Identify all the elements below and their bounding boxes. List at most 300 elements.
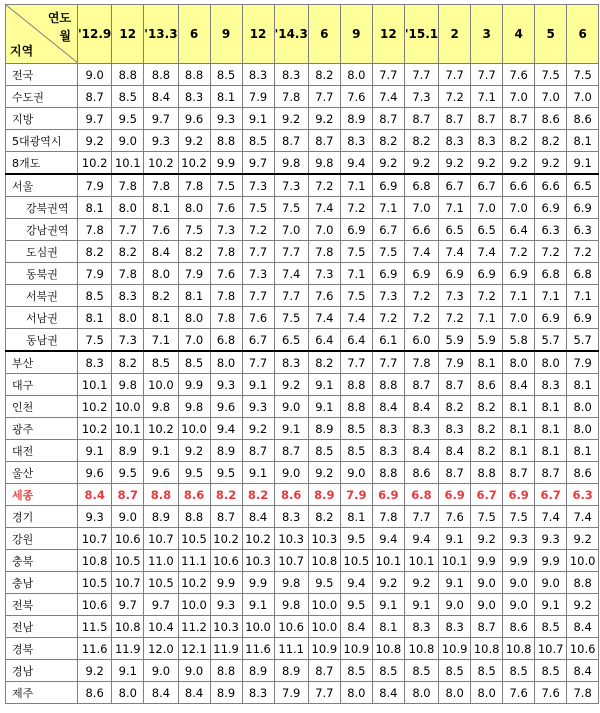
value-cell: 8.5 (112, 86, 144, 108)
value-cell: 7.5 (340, 285, 372, 307)
value-cell: 8.2 (210, 484, 242, 506)
value-cell: 8.6 (535, 108, 567, 130)
value-cell: 9.8 (112, 374, 144, 396)
value-cell: 9.1 (535, 594, 567, 616)
value-cell: 7.9 (274, 682, 308, 704)
value-cell: 8.6 (178, 484, 210, 506)
value-cell: 7.0 (471, 197, 503, 219)
value-cell: 8.7 (503, 108, 535, 130)
value-cell: 7.6 (439, 506, 471, 528)
value-cell: 8.3 (439, 616, 471, 638)
value-cell: 8.4 (372, 682, 404, 704)
value-cell: 7.1 (471, 307, 503, 329)
value-cell: 9.1 (372, 594, 404, 616)
value-cell: 7.5 (567, 64, 599, 86)
value-cell: 8.4 (567, 660, 599, 682)
value-cell: 8.5 (308, 440, 340, 462)
corner-month-label: 월 (59, 29, 71, 43)
value-cell: 7.0 (567, 86, 599, 108)
table-row (6, 638, 599, 660)
value-cell: 8.1 (78, 197, 112, 219)
value-cell: 8.7 (439, 462, 471, 484)
value-cell: 8.2 (178, 241, 210, 263)
value-cell: 10.0 (112, 396, 144, 418)
value-cell: 10.2 (144, 152, 178, 175)
value-cell: 8.1 (503, 396, 535, 418)
value-cell: 10.2 (78, 396, 112, 418)
value-cell: 7.5 (372, 241, 404, 263)
value-cell: 10.2 (144, 418, 178, 440)
column-header: 12 (112, 5, 144, 64)
value-cell: 9.3 (242, 396, 274, 418)
value-cell: 8.0 (567, 396, 599, 418)
value-cell: 5.9 (471, 329, 503, 352)
value-cell: 11.9 (210, 638, 242, 660)
value-cell: 6.7 (471, 484, 503, 506)
value-cell: 7.7 (274, 241, 308, 263)
value-cell: 9.3 (210, 374, 242, 396)
value-cell: 8.0 (112, 307, 144, 329)
value-cell: 10.1 (112, 152, 144, 175)
value-cell: 10.5 (78, 572, 112, 594)
value-cell: 10.2 (242, 528, 274, 550)
value-cell: 7.7 (439, 64, 471, 86)
value-cell: 8.2 (144, 285, 178, 307)
value-cell: 7.0 (503, 197, 535, 219)
value-cell: 8.5 (78, 285, 112, 307)
value-cell: 8.8 (144, 484, 178, 506)
value-cell: 9.1 (439, 528, 471, 550)
value-cell: 10.0 (308, 594, 340, 616)
value-cell: 6.7 (471, 174, 503, 197)
value-cell: 10.0 (567, 550, 599, 572)
table-row (6, 396, 599, 418)
value-cell: 8.2 (308, 506, 340, 528)
value-cell: 8.2 (242, 484, 274, 506)
value-cell: 7.1 (503, 285, 535, 307)
value-cell: 6.4 (340, 329, 372, 352)
value-cell: 11.9 (112, 638, 144, 660)
value-cell: 10.1 (78, 374, 112, 396)
value-cell: 8.9 (340, 108, 372, 130)
value-cell: 7.8 (112, 174, 144, 197)
region-label: 서남권 (6, 307, 78, 329)
value-cell: 6.9 (439, 263, 471, 285)
value-cell: 7.2 (439, 307, 471, 329)
value-cell: 10.0 (308, 616, 340, 638)
value-cell: 9.3 (503, 528, 535, 550)
value-cell: 8.3 (439, 418, 471, 440)
region-label: 동남권 (6, 329, 78, 352)
value-cell: 9.2 (471, 152, 503, 175)
column-header: 3 (471, 5, 503, 64)
column-header: '13.3 (144, 5, 178, 64)
value-cell: 8.6 (78, 682, 112, 704)
value-cell: 8.4 (78, 484, 112, 506)
value-cell: 7.5 (210, 174, 242, 197)
value-cell: 10.5 (112, 550, 144, 572)
value-cell: 9.5 (340, 594, 372, 616)
value-cell: 10.4 (144, 616, 178, 638)
value-cell: 9.7 (144, 594, 178, 616)
value-cell: 8.0 (144, 263, 178, 285)
value-cell: 9.2 (567, 594, 599, 616)
value-cell: 10.6 (78, 594, 112, 616)
value-cell: 9.3 (210, 594, 242, 616)
value-cell: 7.2 (372, 307, 404, 329)
value-cell: 8.0 (112, 682, 144, 704)
value-cell: 8.7 (274, 440, 308, 462)
value-cell: 7.2 (535, 241, 567, 263)
value-cell: 6.6 (503, 174, 535, 197)
table-row (6, 86, 599, 108)
value-cell: 8.0 (503, 351, 535, 374)
column-header: 6 (567, 5, 599, 64)
region-label: 강원 (6, 528, 78, 550)
value-cell: 7.4 (308, 197, 340, 219)
value-cell: 7.3 (242, 263, 274, 285)
value-cell: 8.1 (503, 418, 535, 440)
value-cell: 7.3 (439, 285, 471, 307)
value-cell: 8.7 (439, 108, 471, 130)
value-cell: 6.9 (535, 307, 567, 329)
value-cell: 9.2 (308, 108, 340, 130)
table-row (6, 506, 599, 528)
value-cell: 10.2 (78, 152, 112, 175)
corner-region-label: 지역 (10, 44, 34, 58)
value-cell: 6.5 (274, 329, 308, 352)
value-cell: 10.9 (340, 638, 372, 660)
value-cell: 6.9 (503, 263, 535, 285)
value-cell: 9.7 (242, 152, 274, 175)
value-cell: 9.3 (144, 130, 178, 152)
value-cell: 8.0 (178, 307, 210, 329)
value-cell: 7.6 (144, 219, 178, 241)
value-cell: 5.7 (567, 329, 599, 352)
value-cell: 8.6 (471, 374, 503, 396)
value-cell: 8.4 (567, 616, 599, 638)
value-cell: 8.9 (308, 418, 340, 440)
region-label: 대구 (6, 374, 78, 396)
value-cell: 7.0 (274, 219, 308, 241)
value-cell: 7.9 (340, 484, 372, 506)
value-cell: 9.5 (210, 462, 242, 484)
column-header: 12 (242, 5, 274, 64)
table-row (6, 152, 599, 175)
value-cell: 8.0 (439, 682, 471, 704)
value-cell: 9.2 (308, 462, 340, 484)
value-cell: 9.7 (144, 108, 178, 130)
value-cell: 10.7 (144, 528, 178, 550)
region-label: 5대광역시 (6, 130, 78, 152)
region-label: 대전 (6, 440, 78, 462)
value-cell: 7.4 (308, 307, 340, 329)
value-cell: 10.7 (274, 550, 308, 572)
value-cell: 9.2 (78, 130, 112, 152)
value-cell: 12.1 (178, 638, 210, 660)
value-cell: 8.3 (274, 351, 308, 374)
value-cell: 10.0 (178, 418, 210, 440)
value-cell: 9.2 (471, 528, 503, 550)
value-cell: 9.0 (144, 660, 178, 682)
value-cell: 7.1 (340, 263, 372, 285)
value-cell: 8.7 (78, 86, 112, 108)
value-cell: 9.9 (210, 572, 242, 594)
corner-header-cell (6, 5, 78, 64)
region-label: 부산 (6, 351, 78, 374)
value-cell: 10.2 (78, 418, 112, 440)
value-cell: 8.3 (274, 64, 308, 86)
value-cell: 7.5 (274, 197, 308, 219)
value-cell: 8.0 (340, 64, 372, 86)
value-cell: 8.0 (404, 682, 438, 704)
value-cell: 8.1 (567, 440, 599, 462)
value-cell: 9.7 (112, 594, 144, 616)
table-row (6, 263, 599, 285)
value-cell: 8.4 (404, 440, 438, 462)
value-cell: 9.4 (404, 528, 438, 550)
value-cell: 8.8 (112, 64, 144, 86)
value-cell: 7.7 (340, 351, 372, 374)
value-cell: 8.9 (242, 660, 274, 682)
column-header: 9 (210, 5, 242, 64)
value-cell: 9.6 (178, 108, 210, 130)
value-cell: 7.5 (78, 329, 112, 352)
table-row (6, 682, 599, 704)
value-cell: 10.3 (210, 616, 242, 638)
value-cell: 7.4 (535, 506, 567, 528)
value-cell: 8.5 (340, 418, 372, 440)
value-cell: 11.6 (78, 638, 112, 660)
value-cell: 7.6 (210, 263, 242, 285)
value-cell: 7.7 (112, 219, 144, 241)
value-cell: 9.1 (242, 108, 274, 130)
table-row (6, 418, 599, 440)
value-cell: 7.4 (372, 86, 404, 108)
value-cell: 11.0 (144, 550, 178, 572)
value-cell: 11.5 (78, 616, 112, 638)
region-label: 충남 (6, 572, 78, 594)
value-cell: 11.2 (178, 616, 210, 638)
value-cell: 8.3 (471, 130, 503, 152)
value-cell: 10.8 (78, 550, 112, 572)
value-cell: 9.9 (178, 374, 210, 396)
value-cell: 6.4 (503, 219, 535, 241)
value-cell: 9.1 (242, 594, 274, 616)
region-label: 제주 (6, 682, 78, 704)
value-cell: 8.2 (535, 130, 567, 152)
value-cell: 8.6 (567, 108, 599, 130)
value-cell: 8.8 (567, 572, 599, 594)
table-row (6, 108, 599, 130)
value-cell: 8.5 (404, 660, 438, 682)
value-cell: 9.0 (112, 130, 144, 152)
table-row (6, 219, 599, 241)
value-cell: 8.5 (340, 660, 372, 682)
value-cell: 9.4 (372, 528, 404, 550)
value-cell: 7.8 (404, 351, 438, 374)
value-cell: 8.2 (372, 130, 404, 152)
value-cell: 9.0 (471, 594, 503, 616)
value-cell: 10.1 (404, 550, 438, 572)
value-cell: 10.6 (210, 550, 242, 572)
value-cell: 9.0 (274, 396, 308, 418)
value-cell: 9.8 (274, 594, 308, 616)
value-cell: 6.6 (535, 174, 567, 197)
region-label: 경남 (6, 660, 78, 682)
value-cell: 8.3 (372, 440, 404, 462)
value-cell: 7.1 (340, 174, 372, 197)
value-cell: 6.1 (372, 329, 404, 352)
value-cell: 8.2 (308, 64, 340, 86)
value-cell: 7.8 (78, 219, 112, 241)
value-cell: 6.6 (404, 219, 438, 241)
value-cell: 9.5 (308, 572, 340, 594)
value-cell: 8.4 (242, 506, 274, 528)
region-label: 인천 (6, 396, 78, 418)
value-cell: 8.7 (503, 462, 535, 484)
value-cell: 8.2 (308, 351, 340, 374)
value-cell: 8.7 (439, 374, 471, 396)
value-cell: 9.1 (308, 396, 340, 418)
table-row (6, 329, 599, 352)
region-label: 동북권 (6, 263, 78, 285)
value-cell: 8.6 (503, 616, 535, 638)
value-cell: 8.8 (340, 396, 372, 418)
value-cell: 9.1 (567, 152, 599, 175)
value-cell: 8.8 (210, 660, 242, 682)
region-label: 8개도 (6, 152, 78, 175)
value-cell: 7.6 (503, 64, 535, 86)
value-cell: 10.0 (178, 594, 210, 616)
value-cell: 8.5 (439, 660, 471, 682)
value-cell: 7.7 (308, 86, 340, 108)
value-cell: 9.2 (503, 152, 535, 175)
value-cell: 8.7 (308, 660, 340, 682)
table-row (6, 307, 599, 329)
value-cell: 7.3 (274, 174, 308, 197)
value-cell: 7.2 (404, 285, 438, 307)
value-cell: 8.3 (340, 130, 372, 152)
value-cell: 10.7 (535, 638, 567, 660)
value-cell: 7.6 (308, 285, 340, 307)
value-cell: 8.7 (471, 616, 503, 638)
value-cell: 6.9 (535, 197, 567, 219)
value-cell: 7.1 (144, 329, 178, 352)
value-cell: 11.6 (242, 638, 274, 660)
region-label: 수도권 (6, 86, 78, 108)
value-cell: 7.7 (242, 351, 274, 374)
value-cell: 6.7 (372, 219, 404, 241)
value-cell: 7.2 (471, 285, 503, 307)
value-cell: 8.1 (567, 374, 599, 396)
value-cell: 6.3 (535, 219, 567, 241)
table-row (6, 484, 599, 506)
value-cell: 10.3 (274, 528, 308, 550)
column-header: 4 (503, 5, 535, 64)
value-cell: 7.4 (471, 241, 503, 263)
value-cell: 7.5 (503, 506, 535, 528)
value-cell: 8.6 (404, 462, 438, 484)
table-row (6, 660, 599, 682)
value-cell: 7.8 (567, 682, 599, 704)
value-cell: 9.2 (78, 660, 112, 682)
value-cell: 9.1 (242, 462, 274, 484)
value-cell: 8.7 (372, 108, 404, 130)
value-cell: 6.5 (471, 219, 503, 241)
region-label: 경기 (6, 506, 78, 528)
value-cell: 9.2 (372, 152, 404, 175)
value-cell: 8.2 (439, 396, 471, 418)
value-cell: 8.3 (78, 351, 112, 374)
value-cell: 7.8 (210, 307, 242, 329)
value-cell: 5.8 (503, 329, 535, 352)
value-cell: 6.8 (404, 484, 438, 506)
value-cell: 8.8 (340, 374, 372, 396)
value-cell: 8.4 (439, 440, 471, 462)
value-cell: 8.3 (404, 616, 438, 638)
value-cell: 8.2 (78, 241, 112, 263)
column-header: 9 (340, 5, 372, 64)
value-cell: 10.8 (471, 638, 503, 660)
region-label: 서북권 (6, 285, 78, 307)
value-cell: 9.1 (78, 440, 112, 462)
value-cell: 6.9 (471, 263, 503, 285)
value-cell: 9.5 (340, 528, 372, 550)
value-cell: 7.0 (535, 86, 567, 108)
value-cell: 8.4 (372, 396, 404, 418)
value-cell: 8.5 (210, 64, 242, 86)
value-cell: 8.0 (210, 351, 242, 374)
value-cell: 7.9 (178, 263, 210, 285)
value-cell: 6.8 (535, 263, 567, 285)
value-cell: 6.8 (404, 174, 438, 197)
column-header: 2 (439, 5, 471, 64)
value-cell: 8.0 (112, 197, 144, 219)
table-row (6, 550, 599, 572)
value-cell: 8.3 (439, 130, 471, 152)
value-cell: 10.5 (340, 550, 372, 572)
value-cell: 7.7 (242, 285, 274, 307)
value-cell: 8.1 (340, 506, 372, 528)
value-cell: 7.7 (242, 241, 274, 263)
value-cell: 6.9 (372, 484, 404, 506)
value-cell: 8.5 (372, 660, 404, 682)
value-cell: 7.8 (210, 285, 242, 307)
value-cell: 7.3 (308, 263, 340, 285)
value-cell: 8.8 (372, 462, 404, 484)
value-cell: 10.8 (308, 550, 340, 572)
value-cell: 7.7 (404, 64, 438, 86)
value-cell: 7.2 (567, 241, 599, 263)
table-row (6, 351, 599, 374)
value-cell: 6.9 (439, 484, 471, 506)
value-cell: 7.7 (404, 506, 438, 528)
value-cell: 9.1 (404, 594, 438, 616)
value-cell: 9.2 (567, 528, 599, 550)
value-cell: 7.4 (340, 307, 372, 329)
value-cell: 7.6 (210, 197, 242, 219)
value-cell: 9.1 (144, 440, 178, 462)
value-cell: 10.1 (439, 550, 471, 572)
rate-table (5, 4, 599, 704)
value-cell: 9.0 (503, 572, 535, 594)
value-cell: 7.5 (535, 64, 567, 86)
value-cell: 10.9 (308, 638, 340, 660)
value-cell: 10.7 (78, 528, 112, 550)
value-cell: 8.5 (535, 616, 567, 638)
corner-year-label: 연도 (47, 11, 71, 25)
